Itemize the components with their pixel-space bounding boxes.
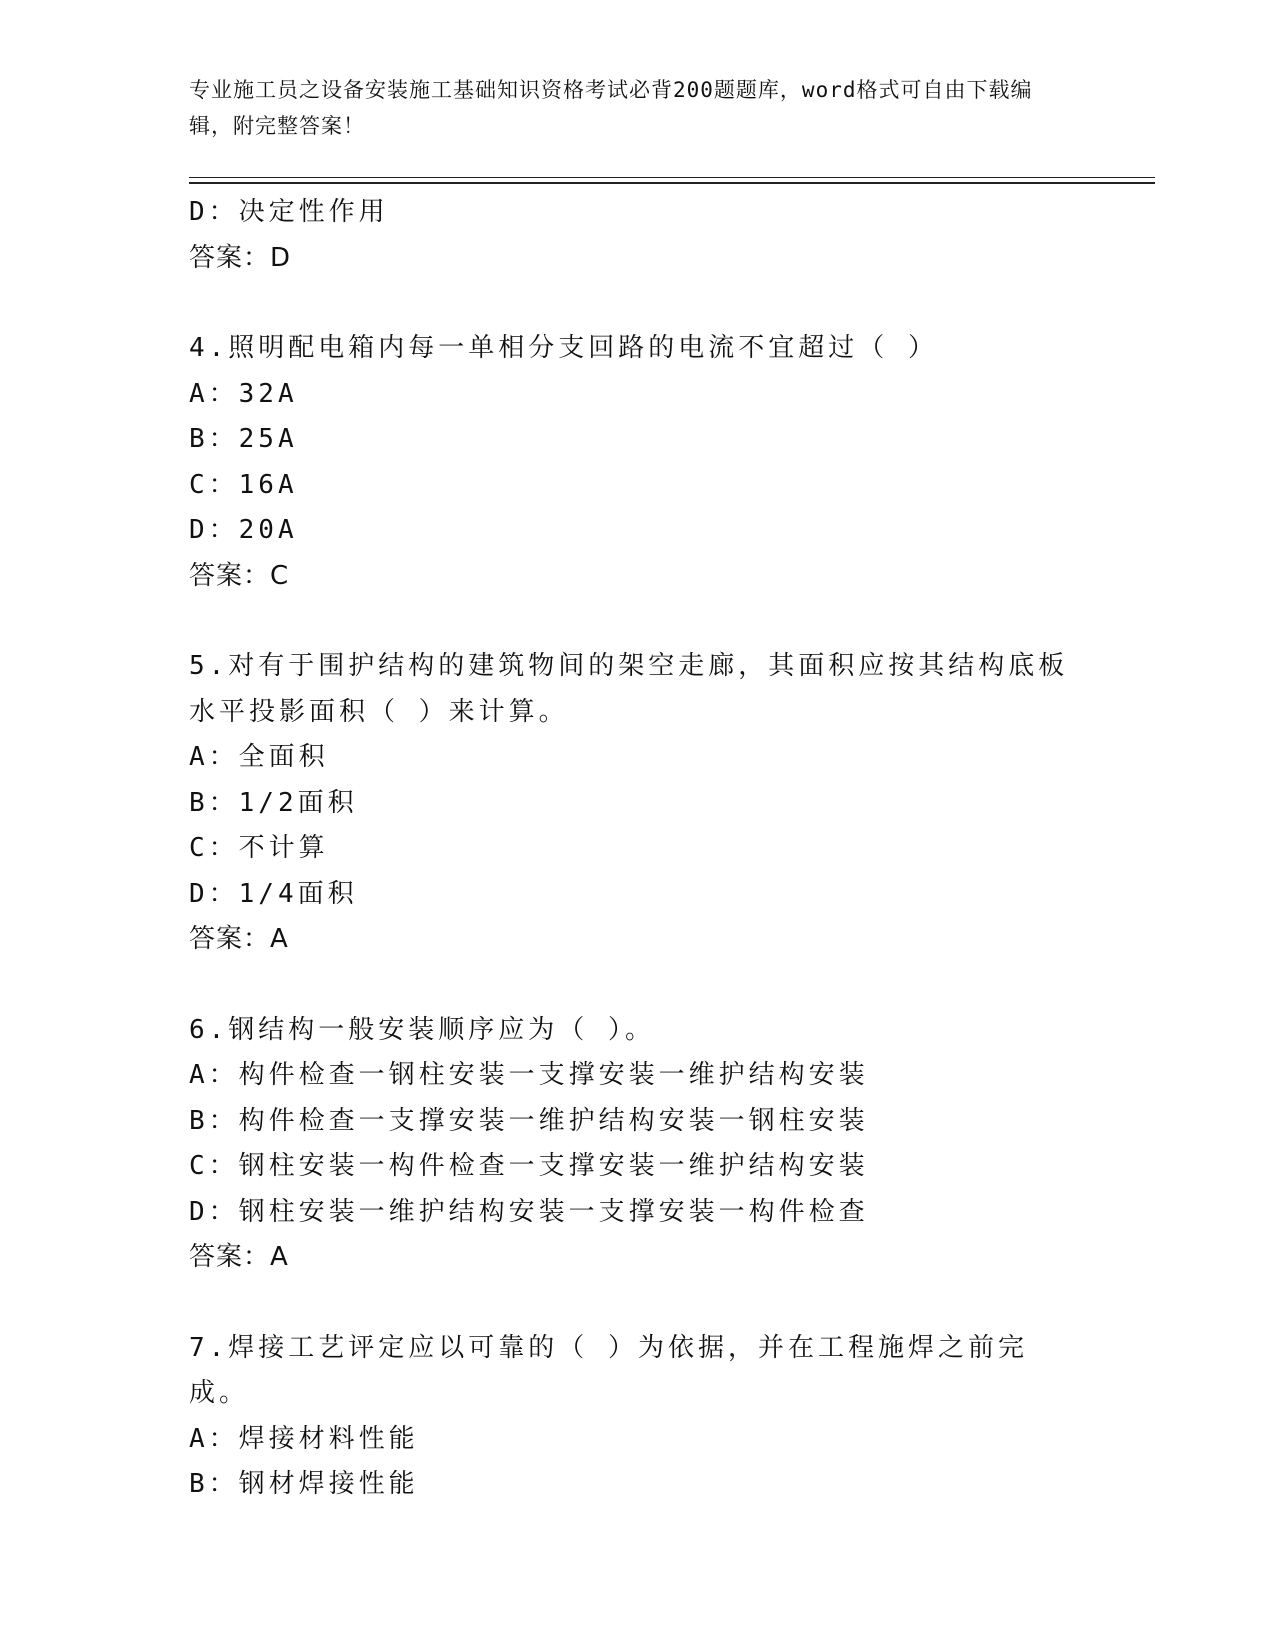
- question-6-answer: 答案：A: [189, 1242, 289, 1272]
- spacer: [189, 963, 1155, 1008]
- question-4-option-d: D：20A: [189, 515, 298, 545]
- question-6-option-a: A：构件检查一钢柱安装一支撑安装一维护结构安装: [189, 1060, 869, 1090]
- question-5-option-b: B：1/2面积: [189, 787, 358, 818]
- header-rule-top: [189, 177, 1155, 178]
- question-4-option-b: B：25A: [189, 424, 298, 454]
- question-6-option-c: C：钢柱安装一构件检查一支撑安装一维护结构安装: [189, 1151, 869, 1181]
- question-7-option-a: A：焊接材料性能: [189, 1423, 419, 1454]
- question-4-option-c: C：16A: [189, 469, 298, 500]
- prev-option-d: D：决定性作用: [189, 197, 389, 227]
- question-4-title: 4.照明配电箱内每一单相分支回路的电流不宜超过（ ）: [189, 333, 938, 363]
- question-content: [189, 190, 1155, 1508]
- prev-answer: 答案：D: [189, 242, 292, 273]
- question-7-title: 7.焊接工艺评定应以可靠的（ ）为依据，并在工程施焊之前完成。: [189, 1332, 1028, 1408]
- question-6-title: 6.钢结构一般安装顺序应为（ ）。: [189, 1014, 655, 1045]
- question-5-option-a: A：全面积: [189, 742, 329, 772]
- spacer: [189, 599, 1155, 644]
- question-4-option-a: A：32A: [189, 378, 298, 409]
- question-5-option-c: C：不计算: [189, 833, 329, 863]
- spacer: [189, 1281, 1155, 1326]
- spacer: [189, 281, 1155, 326]
- question-4-answer: 答案：C: [189, 560, 290, 591]
- question-6-option-d: D：钢柱安装一维护结构安装一支撑安装一构件检查: [189, 1196, 869, 1227]
- question-5-answer: 答案：A: [189, 924, 289, 954]
- question-7-option-b: B：钢材焊接性能: [189, 1469, 419, 1499]
- document-header-title: 专业施工员之设备安装施工基础知识资格考试必背200题题库，word格式可自由下载编辑，附完整答案！: [189, 78, 1033, 138]
- question-5-option-d: D：1/4面积: [189, 878, 358, 909]
- question-6-option-b: B：构件检查一支撑安装一维护结构安装一钢柱安装: [189, 1105, 869, 1136]
- question-5-title: 5.对有于围护结构的建筑物间的架空走廊，其面积应按其结构底板水平投影面积（ ）来计算。: [189, 651, 1069, 727]
- header-rule-bottom: [189, 182, 1155, 184]
